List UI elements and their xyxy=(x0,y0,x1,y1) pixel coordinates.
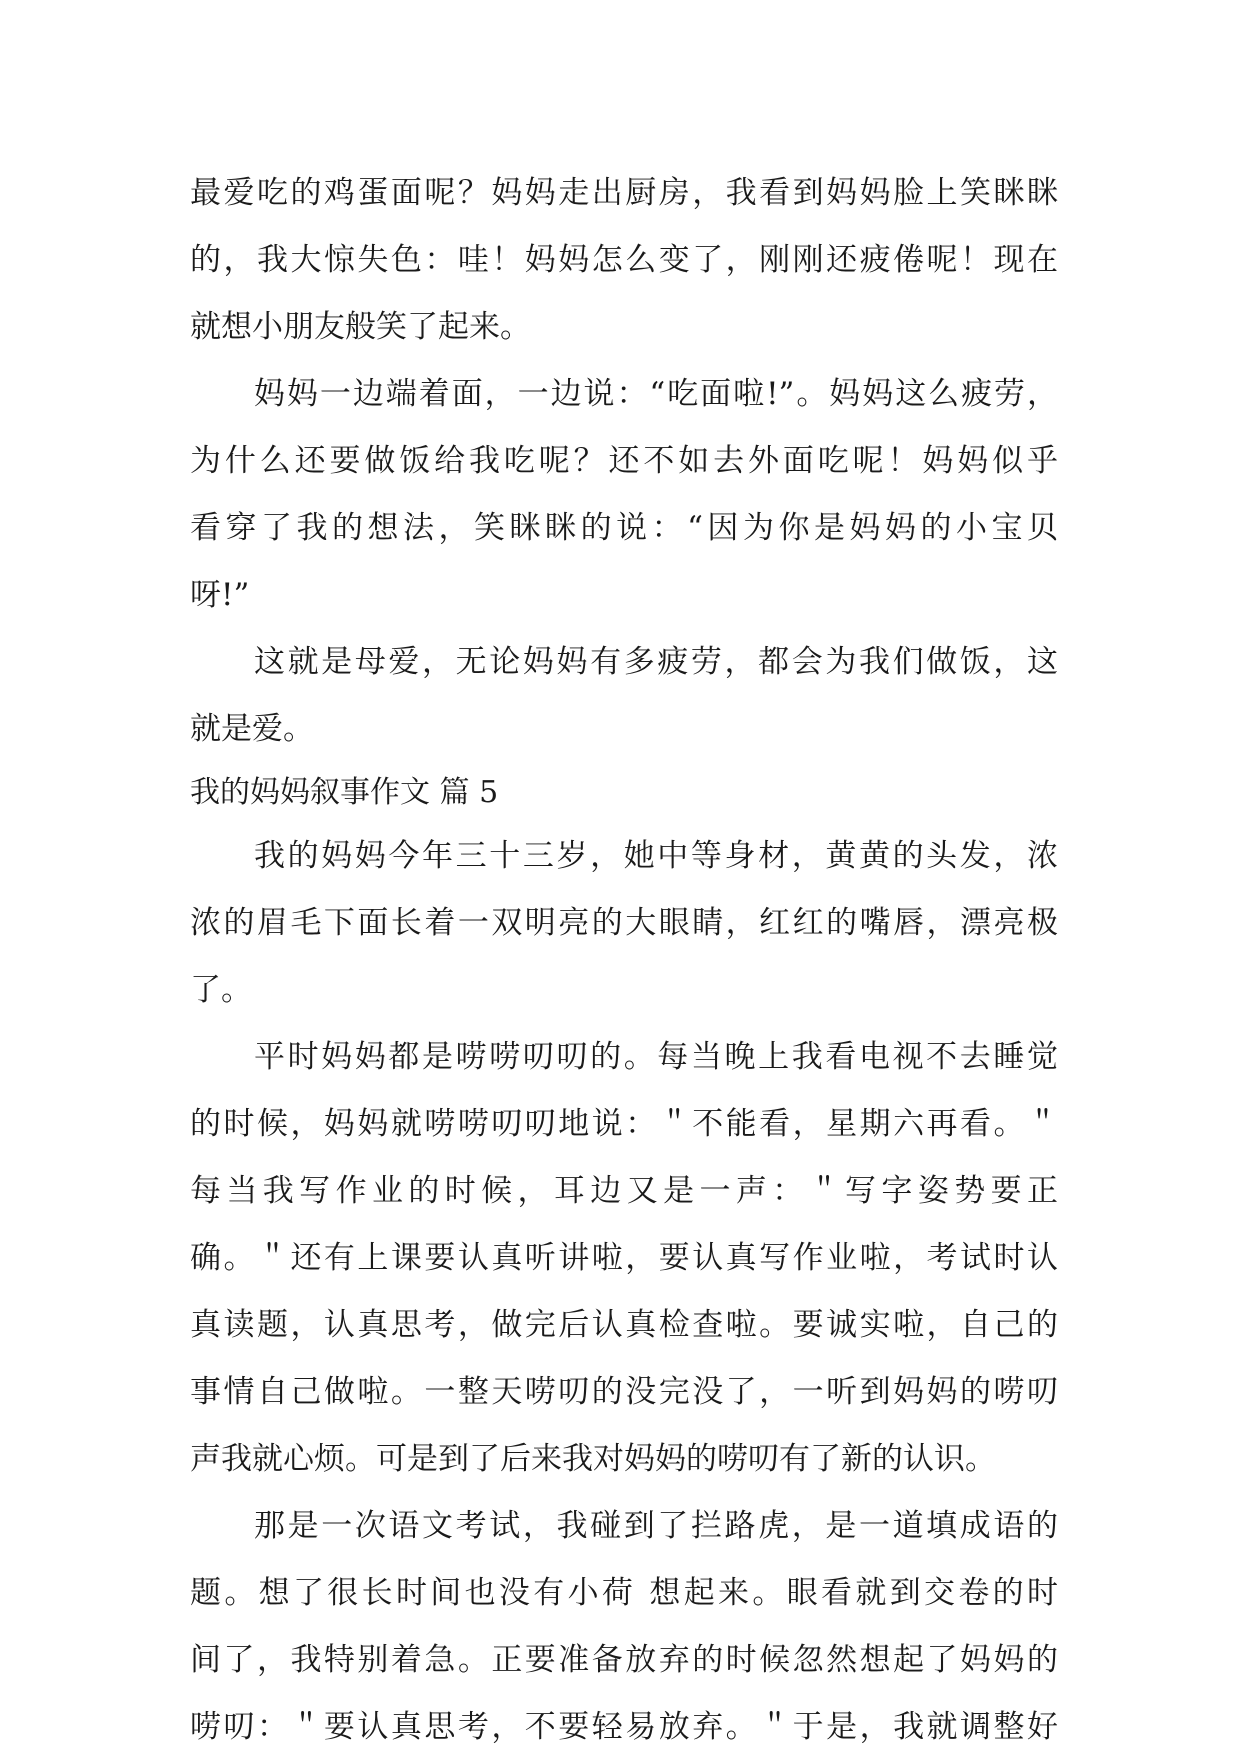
text-line: 声我就心烦。可是到了后来我对妈妈的唠叨有了新的认识。 xyxy=(190,1441,996,1477)
text-line: 呀!” xyxy=(190,577,250,613)
text-line: 就是爱。 xyxy=(190,711,314,747)
paragraph-5 xyxy=(190,1024,1058,1493)
text-line: 就想小朋友般笑了起来。 xyxy=(190,309,531,345)
text-line: 间了，我特别着急。正要准备放弃的时候忽然想起了妈妈的 xyxy=(190,1642,1058,1678)
paragraph-6 xyxy=(190,1493,1058,1761)
text-line: 那是一次语文考试，我碰到了拦路虎，是一道填成语的 xyxy=(254,1508,1058,1544)
text-line: 题。想了很长时间也没有小荷 想起来。眼看就到交卷的时 xyxy=(190,1575,1058,1611)
text-line: 看穿了我的想法，笑眯眯的说：“因为你是妈妈的小宝贝 xyxy=(190,510,1058,546)
text-line: 浓的眉毛下面长着一双明亮的大眼睛，红红的嘴唇，漂亮极 xyxy=(190,905,1058,941)
text-line: 的时候，妈妈就唠唠叨叨地说：＂不能看，星期六再看。＂ xyxy=(190,1106,1058,1142)
text-line: 平时妈妈都是唠唠叨叨的。每当晚上我看电视不去睡觉 xyxy=(254,1039,1058,1075)
text-line: 妈妈一边端着面，一边说：“吃面啦!”。妈妈这么疲劳， xyxy=(254,376,1058,412)
paragraph-3 xyxy=(190,629,1058,763)
text-line: 我的妈妈今年三十三岁，她中等身材，黄黄的头发，浓 xyxy=(254,838,1058,874)
document-page xyxy=(190,160,1058,1761)
section-heading: 我的妈妈叙事作文 篇 5 xyxy=(190,775,499,810)
text-line: 的，我大惊失色：哇！妈妈怎么变了，刚刚还疲倦呢！现在 xyxy=(190,242,1058,278)
text-line: 唠叨：＂要认真思考，不要轻易放弃。＂于是，我就调整好 xyxy=(190,1709,1058,1745)
text-line: 这就是母爱，无论妈妈有多疲劳，都会为我们做饭，这 xyxy=(254,644,1058,680)
paragraph-2 xyxy=(190,361,1058,629)
text-line: 真读题，认真思考，做完后认真检查啦。要诚实啦，自己的 xyxy=(190,1307,1058,1343)
text-line: 确。＂还有上课要认真听讲啦，要认真写作业啦，考试时认 xyxy=(190,1240,1058,1276)
text-line: 了。 xyxy=(190,972,252,1008)
text-line: 最爱吃的鸡蛋面呢？妈妈走出厨房，我看到妈妈脸上笑眯眯 xyxy=(190,175,1058,211)
text-line: 每当我写作业的时候，耳边又是一声：＂写字姿势要正 xyxy=(190,1173,1058,1209)
paragraph-1 xyxy=(190,160,1058,361)
text-line: 事情自己做啦。一整天唠叨的没完没了，一听到妈妈的唠叨 xyxy=(190,1374,1058,1410)
text-line: 为什么还要做饭给我吃呢？还不如去外面吃呢！妈妈似乎 xyxy=(190,443,1058,479)
paragraph-4 xyxy=(190,823,1058,1024)
